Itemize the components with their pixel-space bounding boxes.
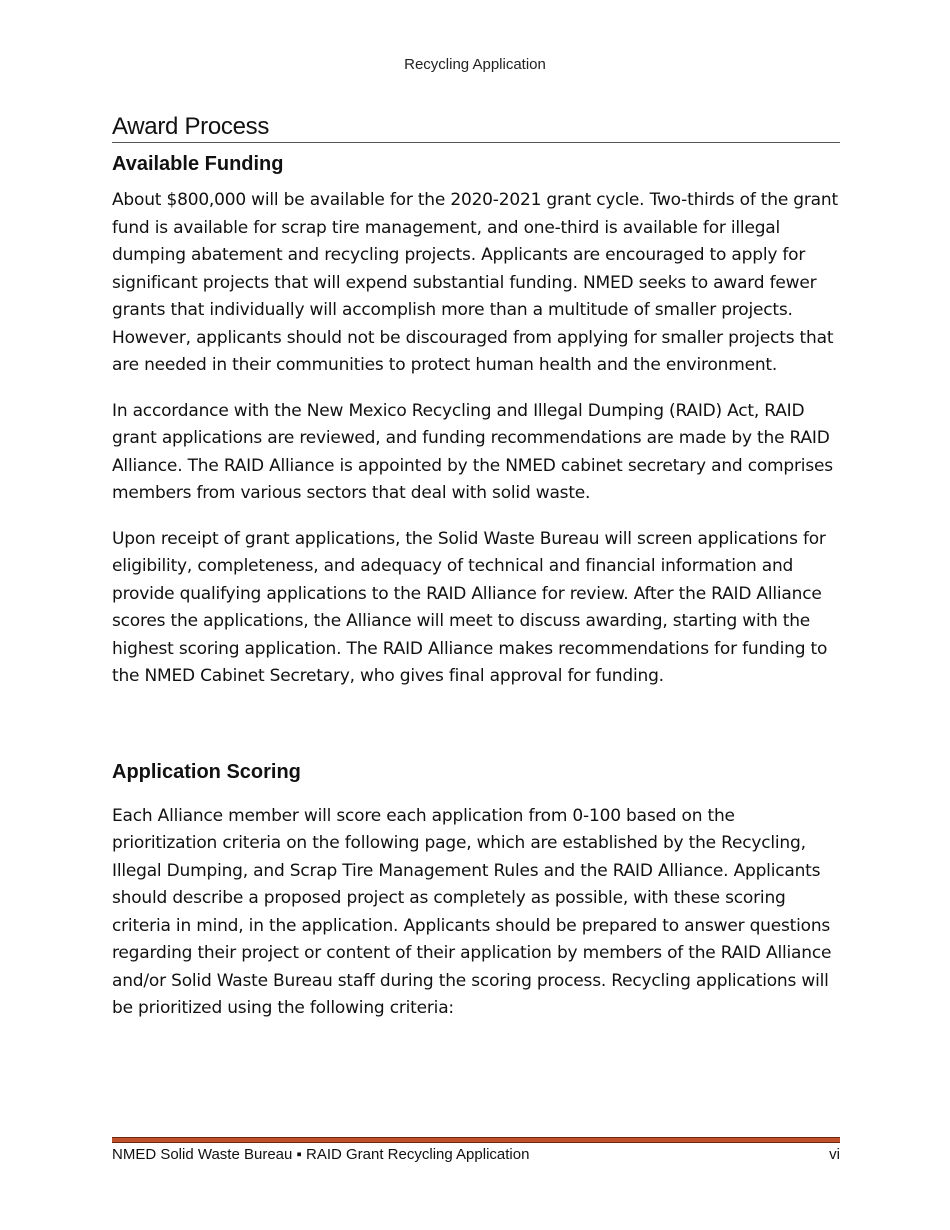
funding-paragraph-1: About $800,000 will be available for the 2020-2021 grant cycle. Two-thirds of the grant fund is available for scrap tire management, and one-third is available for illegal dumping abatement and recycling projects. Applicants are encouraged to apply for significant projects that will expend substantial funding. NMED seeks to award fewer grants that individually will accomplish more than a multitude of smaller projects. However, applicants should not be discouraged from applying for smaller projects that are needed in their communities to protect human health and the environment. <box>112 190 838 375</box>
page-content <box>112 113 840 1041</box>
running-header: Recycling Application <box>404 56 546 73</box>
page-number: vi <box>829 1146 840 1163</box>
section-title: Award Process <box>112 113 840 143</box>
scoring-paragraph: Each Alliance member will score each application from 0-100 based on the prioritization criteria on the following page, which are established by the Recycling, Illegal Dumping, and Scrap Tire Management Rules and the RAID Alliance. Applicants should describe a proposed project as completely as possible, with these scoring criteria in mind, in the application. Applicants should be prepared to answer questions regarding their project or content of their application by members of the RAID Alliance and/or Solid Waste Bureau staff during the scoring process. Recycling applications will be prioritized using the following criteria: <box>112 805 832 1018</box>
page-footer <box>112 1146 840 1163</box>
application-scoring-heading: Application Scoring <box>112 760 301 783</box>
funding-paragraph-3: Upon receipt of grant applications, the Solid Waste Bureau will screen applications for eligibility, completeness, and adequacy of technical and financial information and provide qualifying applications to the RAID Alliance for review. After the RAID Alliance scores the applications, the Alliance will meet to discuss awarding, starting with the highest scoring application. The RAID Alliance makes recommendations for funding to the NMED Cabinet Secretary, who gives final approval for funding. <box>112 528 828 686</box>
footer-text: NMED Solid Waste Bureau ▪ RAID Grant Recycling Application <box>112 1146 530 1163</box>
footer-rule <box>112 1137 840 1143</box>
funding-paragraph-2: In accordance with the New Mexico Recycling and Illegal Dumping (RAID) Act, RAID grant applications are reviewed, and funding recommendations are made by the RAID Alliance. The RAID Alliance is appointed by the NMED cabinet secretary and comprises members from various sectors that deal with solid waste. <box>112 400 833 503</box>
available-funding-heading: Available Funding <box>112 153 284 175</box>
